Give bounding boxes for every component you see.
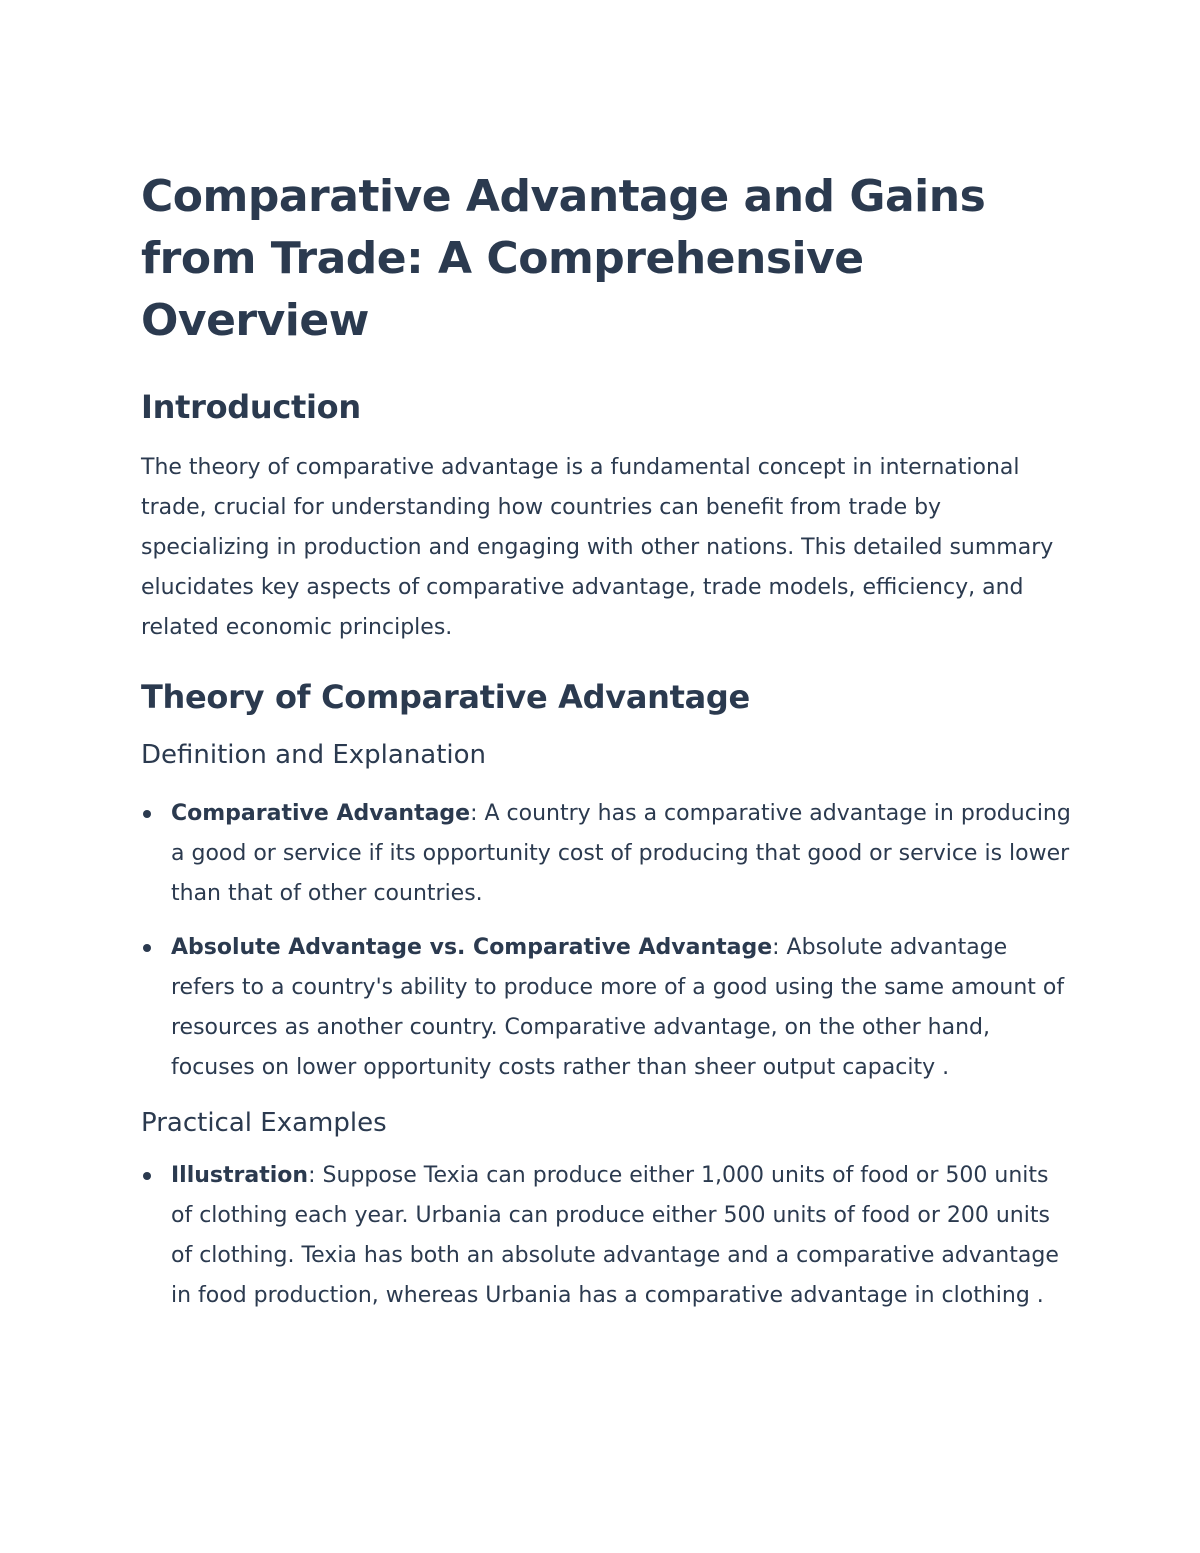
bullet-icon xyxy=(143,944,151,952)
list-item-text: : Absolute advantage refers to a country's ability to produce more of a good using the same amount of resources as another country. Comparative advantage, on the other hand, focuses on lower opportunity costs rather than sheer output capacity . xyxy=(171,935,1065,1080)
introduction-paragraph: The theory of comparative advantage is a fundamental concept in international trade, crucial for understanding how countries can benefit from trade by specializing in production and engaging with other nations. This detailed summary elucidates key aspects of comparative advantage, trade models, efficiency, and related economic principles. xyxy=(141,455,1054,640)
examples-subheading: Practical Examples xyxy=(141,1108,387,1138)
list-item xyxy=(141,794,1071,914)
introduction-heading: Introduction xyxy=(141,388,361,426)
theory-heading: Theory of Comparative Advantage xyxy=(141,678,750,716)
list-item xyxy=(141,928,1071,1088)
list-item xyxy=(141,1156,1071,1316)
list-item-term: Illustration xyxy=(171,1163,309,1188)
document-page xyxy=(141,166,1071,1316)
bullet-icon xyxy=(143,1172,151,1180)
list-item-term: Absolute Advantage vs. Comparative Advantage xyxy=(171,935,773,960)
document-title: Comparative Advantage and Gains from Trade: A Comprehensive Overview xyxy=(141,171,986,346)
list-item-text: : Suppose Texia can produce either 1,000 units of food or 500 units of clothing each year. Urbania can produce either 500 units of food or 200 units of clothing. Texia has both an absolute advantage and a comparative advantage in food production, whereas Urbania has a comparative advantage in clothing . xyxy=(171,1163,1059,1308)
list-item-term: Comparative Advantage xyxy=(171,801,471,826)
list-item-text: : A country has a comparative advantage in producing a good or service if its opportunity cost of producing that good or service is lower than that of other countries. xyxy=(171,801,1071,906)
definition-subheading: Definition and Explanation xyxy=(141,740,487,770)
definition-list xyxy=(141,794,1071,1088)
bullet-icon xyxy=(143,810,151,818)
examples-list xyxy=(141,1156,1071,1316)
